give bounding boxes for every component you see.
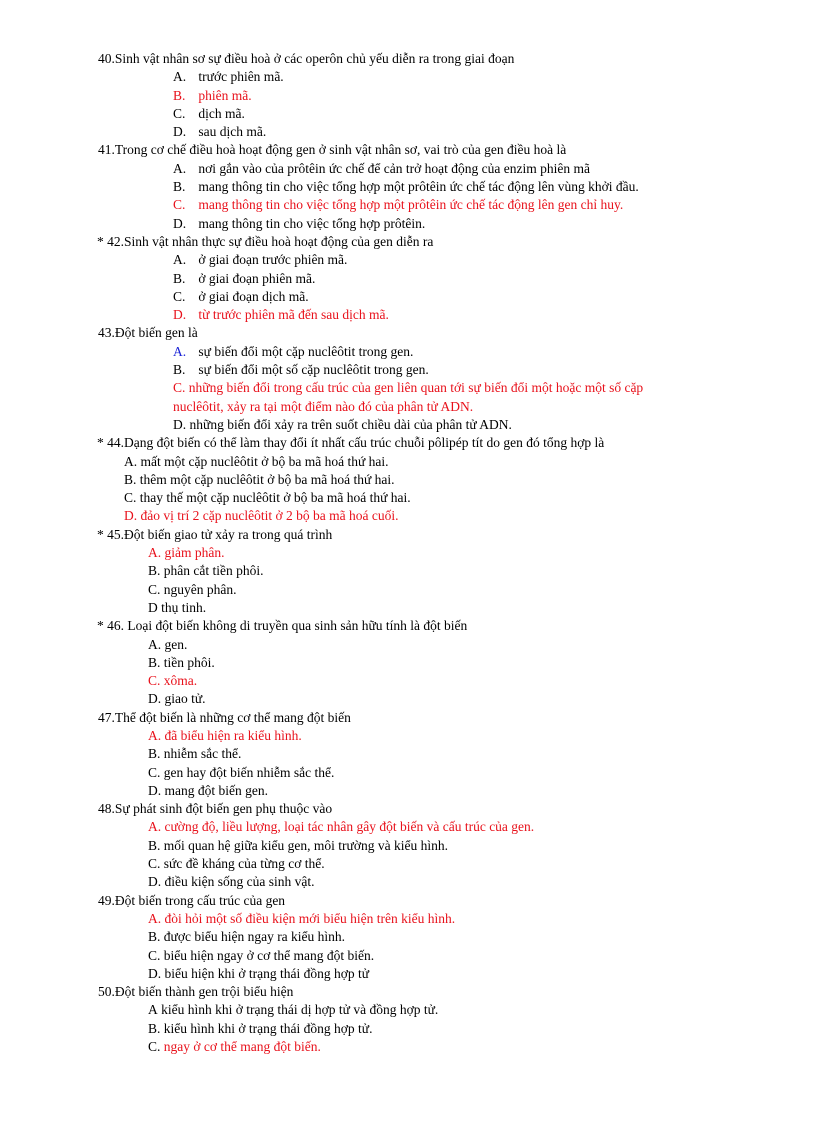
answer-option [0,654,816,672]
question-48 [0,800,816,818]
option-text: nguyên phân. [163,581,237,597]
answer-option [0,910,816,928]
answer-option [0,507,816,525]
answer-option [0,306,816,324]
option-text: giảm phân. [164,545,225,561]
answer-option [0,928,816,946]
answer-option [0,361,816,379]
option-text: kiểu hình khi ở trạng thái đồng hợp tử. [163,1020,373,1036]
answer-option [0,544,816,562]
star-marker: * [97,618,108,634]
option-text: mất một cặp nuclêôtit ở bộ ba mã hoá thứ hai. [140,453,389,469]
answer-option [0,343,816,361]
option-text: gen. [164,636,188,652]
option-text: mang đột biến gen. [164,782,268,798]
option-text: đảo vị trí 2 cặp nuclêôtit ở 2 bộ ba mã hoá cuối. [140,508,399,524]
question-number: 41. [98,142,115,158]
option-text: được biểu hiện ngay ra kiểu hình. [163,929,346,945]
answer-option [0,599,816,617]
answer-option [0,855,816,873]
question-43 [0,324,816,342]
option-text: thụ tinh. [161,599,207,615]
option-text: sự biến đổi một số cặp nuclêôtit trong gen. [198,362,429,378]
option-label: A. [148,819,162,835]
option-label: A. [148,727,162,743]
answer-option [0,105,816,123]
answer-option [0,965,816,983]
option-text: dịch mã. [198,105,245,121]
option-label: B. [148,654,161,670]
star-marker: * [97,233,108,249]
answer-option [0,160,816,178]
question-number: 50. [98,984,115,1000]
answer-option [0,87,816,105]
option-label: A. [173,69,187,85]
answer-option [0,873,816,891]
option-text: ngay ở cơ thể mang đột biến. [163,1039,321,1055]
option-text: biểu hiện khi ở trạng thái đồng hợp tử [164,965,370,981]
option-label: B. [148,837,161,853]
answer-option [0,178,816,196]
answer-option [0,196,816,214]
option-label: C. [148,1039,161,1055]
answer-option [0,672,816,690]
option-text: tiền phôi. [163,654,215,670]
option-label: C. [148,764,161,780]
answer-option [0,690,816,708]
option-label: D. [148,965,162,981]
answer-option [0,581,816,599]
option-label: B. [173,362,186,378]
option-label: B. [124,471,137,487]
option-label: A. [173,160,187,176]
question-number: 49. [98,892,115,908]
option-text: biểu hiện ngay ở cơ thể mang đột biến. [163,947,375,963]
option-text: mối quan hệ giữa kiểu gen, môi trường và kiểu hình. [163,837,448,853]
answer-option [0,1038,816,1056]
option-text: đòi hỏi một số điều kiện mới biểu hiện trên kiểu hình. [164,910,456,926]
question-45 [0,526,816,544]
option-text: nơi gắn vào của prôtêin ức chế để cản trở hoạt động của enzim phiên mã [198,160,590,176]
question-text: Đột biến trong cấu trúc của gen [114,892,286,908]
option-label: B. [173,270,186,286]
option-label: A [148,1002,158,1018]
star-marker: * [97,435,108,451]
answer-option [0,764,816,782]
question-number: 42. [107,233,124,249]
question-40 [0,50,816,68]
answer-option [0,837,816,855]
answer-option [0,745,816,763]
answer-option [0,123,816,141]
question-number: 40. [98,51,115,66]
option-text: gen hay đột biến nhiễm sắc thể. [163,764,335,780]
question-50 [0,983,816,1001]
option-label: D. [173,215,187,231]
question-41 [0,141,816,159]
answer-option [0,68,816,86]
option-text: xôma. [163,673,198,689]
question-number: 44. [107,435,124,451]
answer-option [0,398,816,416]
option-label: A. [173,343,187,359]
option-text: từ trước phiên mã đến sau dịch mã. [198,307,389,323]
option-text: ở giai đoạn phiên mã. [198,270,316,286]
option-text: phiên mã. [198,87,252,103]
option-text: sau dịch mã. [198,124,267,140]
document-page [0,50,816,1056]
answer-option [0,379,816,397]
option-label: A. [124,453,138,469]
question-text: Sinh vật nhân thực sự điều hoà hoạt động của gen diễn ra [124,233,434,249]
answer-option [0,270,816,288]
question-44 [0,434,816,452]
question-text: Trong cơ chế điều hoà hoạt động gen ở sinh vật nhân sơ, vai trò của gen điều hoà là [114,142,567,158]
option-text: trước phiên mã. [198,69,284,85]
option-label: A. [173,252,187,268]
option-label: A. [148,545,162,561]
question-text: Đột biến giao tử xảy ra trong quá trình [124,526,333,542]
option-text: kiểu hình khi ở trạng thái dị hợp tử và đồng hợp tử. [161,1002,439,1018]
question-text: Loại đột biến không di truyền qua sinh sản hữu tính là đột biến [124,618,468,634]
option-label: C. [173,197,186,213]
question-number: 47. [98,709,115,725]
option-label: A. [148,910,162,926]
question-text: Thể đột biến là những cơ thể mang đột biến [114,709,351,725]
option-text: cường độ, liều lượng, loại tác nhân gây đột biến và cấu trúc của gen. [164,819,535,835]
option-label: C. [173,380,186,396]
option-text: ở giai đoạn dịch mã. [198,288,309,304]
question-42 [0,233,816,251]
option-label: B. [173,87,186,103]
answer-option [0,471,816,489]
star-marker: * [97,526,108,542]
option-label: B. [148,1020,161,1036]
option-label: D. [124,508,138,524]
option-label: D. [148,874,162,890]
option-label: D. [173,124,187,140]
answer-option [0,782,816,800]
option-label: D. [148,782,162,798]
question-number: 43. [98,325,115,341]
question-number: 48. [98,801,115,817]
option-text: giao tử. [164,691,206,707]
option-label: C. [173,105,186,121]
question-47 [0,709,816,727]
option-text: những biến đổi trong cấu trúc của gen liên quan tới sự biến đổi một hoặc một số cặp [188,380,644,396]
answer-option [0,562,816,580]
option-text: ở giai đoạn trước phiên mã. [198,252,348,268]
option-text: nuclêôtit, xảy ra tại một điểm nào đó của phân tử ADN. [173,398,474,414]
option-text: thêm một cặp nuclêôtit ở bộ ba mã hoá thứ hai. [139,471,395,487]
answer-option [0,1020,816,1038]
option-text: đã biểu hiện ra kiểu hình. [164,727,302,743]
option-label: A. [148,636,162,652]
option-label: D. [173,416,187,432]
question-number: 45. [107,526,124,542]
option-text: mang thông tin cho việc tổng hợp prôtêin. [198,215,426,231]
answer-option [0,818,816,836]
option-label: C. [148,856,161,872]
answer-option [0,1001,816,1019]
question-text: Đột biến gen là [114,325,198,341]
option-label: B. [173,179,186,195]
option-text: sức đề kháng của từng cơ thể. [163,856,325,872]
option-text: sự biến đổi một cặp nuclêôtit trong gen. [198,343,414,359]
question-number: 46. [107,618,124,634]
answer-option [0,947,816,965]
answer-option [0,489,816,507]
option-label: C. [124,490,137,506]
option-text: mang thông tin cho việc tổng hợp một prôtêin ức chế tác động lên vùng khởi đầu. [198,179,639,195]
answer-option [0,288,816,306]
question-text: Dạng đột biến có thể làm thay đổi ít nhất cấu trúc chuỗi pôlipép tít do gen đó tổng hợp là [124,435,605,451]
option-label: B. [148,746,161,762]
option-text: điều kiện sống của sinh vật. [164,874,315,890]
answer-option [0,636,816,654]
option-label: B. [148,929,161,945]
option-label: C. [148,581,161,597]
answer-option [0,215,816,233]
question-text: Sự phát sinh đột biến gen phụ thuộc vào [114,801,333,817]
question-text: Sinh vật nhân sơ sự điều hoà ở các operôn chủ yếu diễn ra trong giai đoạn [114,51,515,66]
option-label: C. [148,673,161,689]
question-49 [0,892,816,910]
answer-option [0,453,816,471]
option-text: thay thế một cặp nuclêôtit ở bộ ba mã hoá thứ hai. [139,490,411,506]
option-label: C. [173,288,186,304]
option-text: phân cắt tiền phôi. [163,563,264,579]
option-label: D [148,599,158,615]
option-text: những biến đổi xảy ra trên suốt chiều dài của phân tử ADN. [189,416,512,432]
option-label: C. [148,947,161,963]
option-text: nhiễm sắc thể. [163,746,242,762]
option-label: D. [173,307,187,323]
option-text: mang thông tin cho việc tổng hợp một prôtêin ức chế tác động lên gen chỉ huy. [198,197,624,213]
option-label: D. [148,691,162,707]
question-text: Đột biến thành gen trội biểu hiện [114,984,294,1000]
answer-option [0,727,816,745]
answer-option [0,251,816,269]
question-46 [0,617,816,635]
answer-option [0,416,816,434]
option-label: B. [148,563,161,579]
